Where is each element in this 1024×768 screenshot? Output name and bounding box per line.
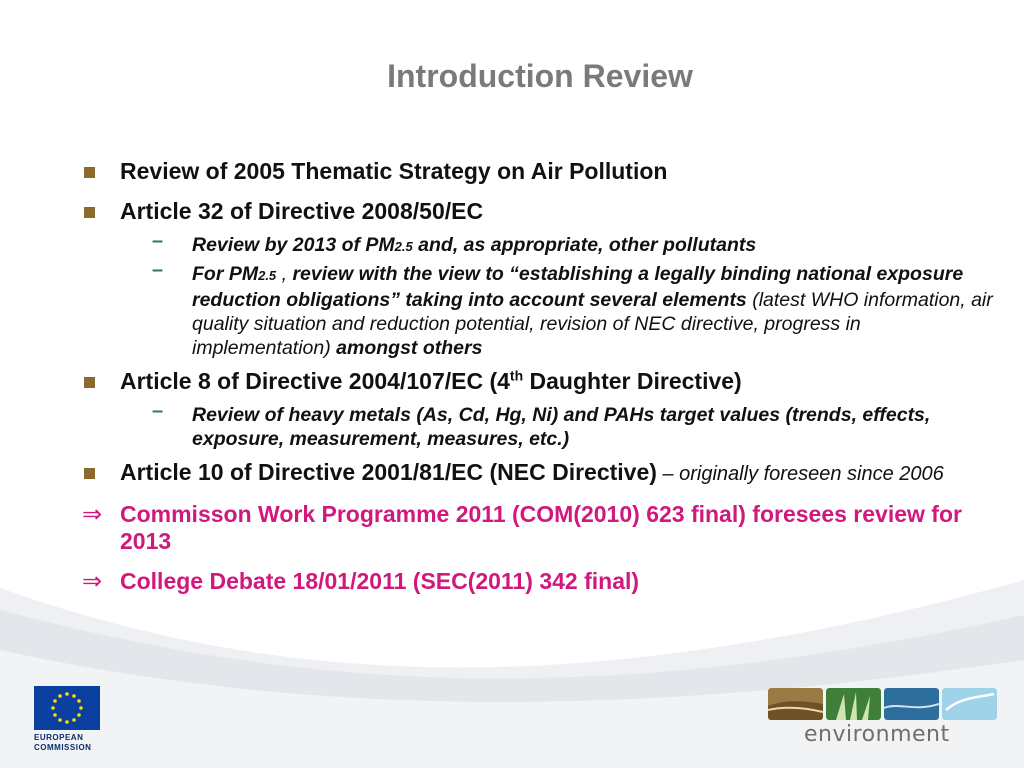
sub-bullet-item <box>82 230 1002 259</box>
sub-bullet-text: amongst others <box>336 337 483 359</box>
bullet-square-icon <box>84 377 95 388</box>
bullet-square-icon <box>84 167 95 178</box>
sub-bullet-text: (latest WHO information, air quality situation and reduction potential, revision of NEC directive, progress in implementation) <box>192 289 993 359</box>
sub-bullet-text: Review by 2013 of PM <box>192 234 395 256</box>
sub-bullet-item <box>82 259 1002 360</box>
environment-logo <box>768 688 1004 747</box>
bullet-square-icon <box>84 207 95 218</box>
arrow-text: Commisson Work Programme 2011 (COM(2010) 623 final) foresees review for 2013 <box>120 501 962 554</box>
bullet-item <box>82 198 1002 225</box>
eu-flag-icon <box>34 686 100 730</box>
environment-logo-text: environment <box>804 722 950 747</box>
eu-logo-line: EUROPEAN <box>34 733 84 742</box>
dash-icon: – <box>152 400 164 422</box>
european-commission-logo <box>34 686 106 753</box>
eu-logo-text <box>34 733 106 753</box>
sub-bullet-item <box>82 400 1002 451</box>
bullet-text: Article 8 of Directive 2004/107/EC (4 <box>120 368 510 394</box>
implies-arrow-icon: ⇒ <box>82 501 103 528</box>
arrow-item <box>82 568 1002 595</box>
bullet-text: – originally foreseen since 2006 <box>656 463 944 485</box>
earth-tile-icon <box>768 688 823 720</box>
slide-title: Introduction Review <box>387 58 693 94</box>
bullet-list <box>82 158 1002 608</box>
eu-logo-line: COMMISSION <box>34 743 92 752</box>
bullet-text: Article 10 of Directive 2001/81/EC (NEC Directive) <box>120 459 657 485</box>
bullet-item <box>82 459 1002 488</box>
arrow-text: College Debate 18/01/2011 (SEC(2011) 342 final) <box>120 568 640 594</box>
water-tile-icon <box>884 688 939 720</box>
environment-tiles <box>768 688 1004 720</box>
subscript-text: 2.5 <box>394 239 413 254</box>
superscript-text: th <box>509 367 524 384</box>
sub-bullet-text: , <box>276 263 293 285</box>
bullet-text: Daughter Directive) <box>523 368 742 394</box>
bullet-text: Review of 2005 Thematic Strategy on Air Pollution <box>120 158 668 184</box>
bullet-item <box>82 158 1002 185</box>
dash-icon: – <box>152 259 164 281</box>
grass-tile-icon <box>826 688 881 720</box>
subscript-text: 2.5 <box>258 268 277 283</box>
bullet-square-icon <box>84 468 95 479</box>
bullet-text: Article 32 of Directive 2008/50/EC <box>120 198 484 224</box>
implies-arrow-icon: ⇒ <box>82 568 103 595</box>
dash-icon: – <box>152 230 164 252</box>
sub-bullet-text: Review of heavy metals (As, Cd, Hg, Ni) and PAHs target values (trends, effects, exposure, measurement, measures, etc.) <box>192 404 931 450</box>
sub-bullet-text: For PM <box>192 263 259 285</box>
bullet-item <box>82 368 1002 395</box>
air-tile-icon <box>942 688 997 720</box>
sub-bullet-text: review with the view to “establishing a legally binding national exposure reduction obligations” taking into account several elements <box>192 263 964 311</box>
sub-bullet-text: and, as appropriate, other pollutants <box>412 234 757 256</box>
arrow-item <box>82 501 1002 555</box>
